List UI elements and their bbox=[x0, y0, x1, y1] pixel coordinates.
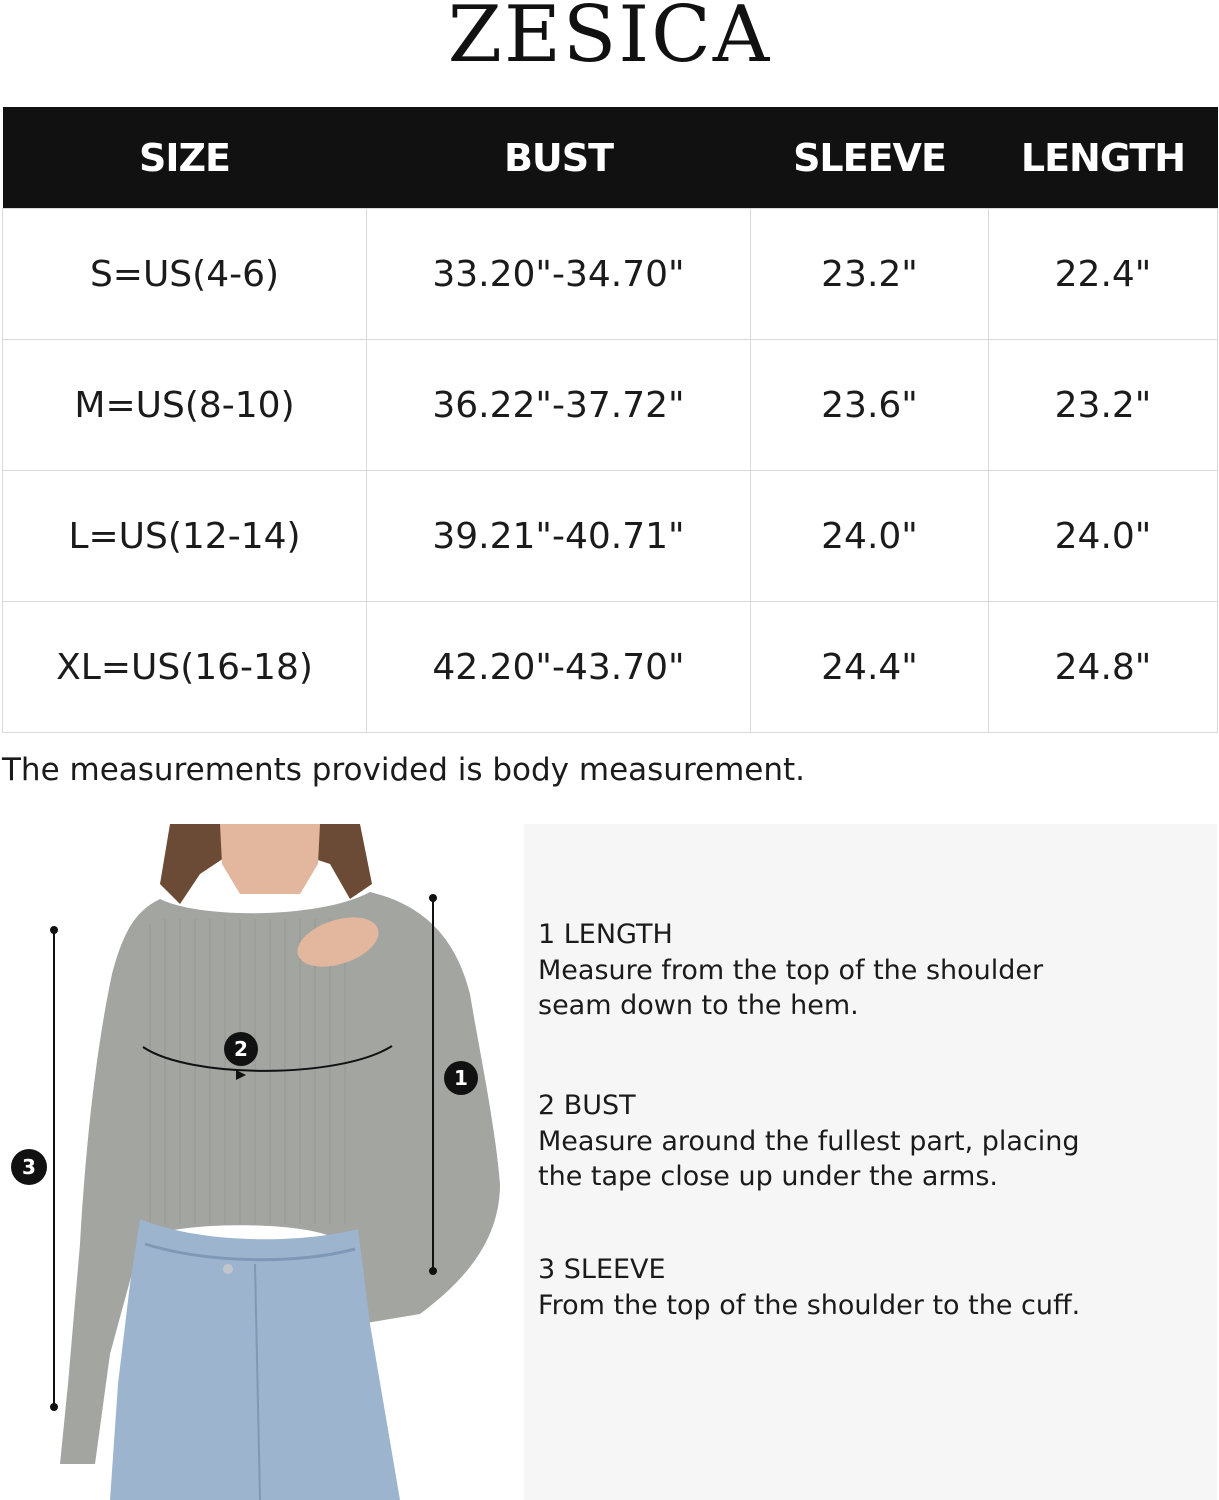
svg-text:1: 1 bbox=[454, 1066, 468, 1090]
cell-size: S=US(4-6) bbox=[3, 209, 367, 340]
cell-bust: 33.20"-34.70" bbox=[367, 209, 751, 340]
cell-bust: 36.22"-37.72" bbox=[367, 340, 751, 471]
guide-description: From the top of the shoulder to the cuff. bbox=[538, 1290, 1081, 1321]
table-header-row bbox=[3, 107, 1218, 209]
guide-description: Measure around the fullest part, placing the tape close up under the arms. bbox=[538, 1126, 1080, 1192]
table-row bbox=[3, 340, 1218, 471]
table-row bbox=[3, 602, 1218, 733]
cell-size: L=US(12-14) bbox=[3, 471, 367, 602]
guide-item-bust bbox=[538, 1088, 1198, 1194]
guide-description: Measure from the top of the shoulder seam down to the hem. bbox=[538, 955, 1044, 1021]
table-row bbox=[3, 471, 1218, 602]
cell-sleeve: 24.0" bbox=[751, 471, 989, 602]
measurement-note: The measurements provided is body measurement. bbox=[2, 752, 806, 788]
marker-2-icon bbox=[224, 1032, 258, 1066]
cell-size: XL=US(16-18) bbox=[3, 602, 367, 733]
cell-size: M=US(8-10) bbox=[3, 340, 367, 471]
svg-text:3: 3 bbox=[22, 1155, 36, 1179]
jeans-shape bbox=[110, 1219, 400, 1500]
svg-text:2: 2 bbox=[234, 1037, 248, 1061]
header-sleeve: SLEEVE bbox=[751, 107, 989, 209]
marker-3-icon bbox=[11, 1149, 47, 1185]
guide-title: 2 BUST bbox=[538, 1090, 636, 1121]
brand-logo: ZESICA bbox=[447, 0, 772, 80]
face-shape bbox=[220, 824, 320, 894]
model-photo bbox=[0, 824, 520, 1500]
marker-1-icon bbox=[444, 1061, 478, 1095]
cell-length: 24.0" bbox=[989, 471, 1218, 602]
cell-bust: 42.20"-43.70" bbox=[367, 602, 751, 733]
guide-title: 3 SLEEVE bbox=[538, 1254, 666, 1285]
cell-sleeve: 23.6" bbox=[751, 340, 989, 471]
cell-length: 22.4" bbox=[989, 209, 1218, 340]
header-size: SIZE bbox=[3, 107, 367, 209]
measurement-guide-panel bbox=[524, 824, 1217, 1500]
cell-length: 23.2" bbox=[989, 340, 1218, 471]
cell-length: 24.8" bbox=[989, 602, 1218, 733]
cell-sleeve: 24.4" bbox=[751, 602, 989, 733]
table-row bbox=[3, 209, 1218, 340]
guide-title: 1 LENGTH bbox=[538, 919, 673, 950]
guide-item-sleeve bbox=[538, 1252, 1198, 1323]
header-length: LENGTH bbox=[989, 107, 1218, 209]
size-chart-table bbox=[2, 107, 1218, 733]
header-bust: BUST bbox=[367, 107, 751, 209]
cell-bust: 39.21"-40.71" bbox=[367, 471, 751, 602]
cell-sleeve: 23.2" bbox=[751, 209, 989, 340]
guide-item-length bbox=[538, 917, 1198, 1023]
